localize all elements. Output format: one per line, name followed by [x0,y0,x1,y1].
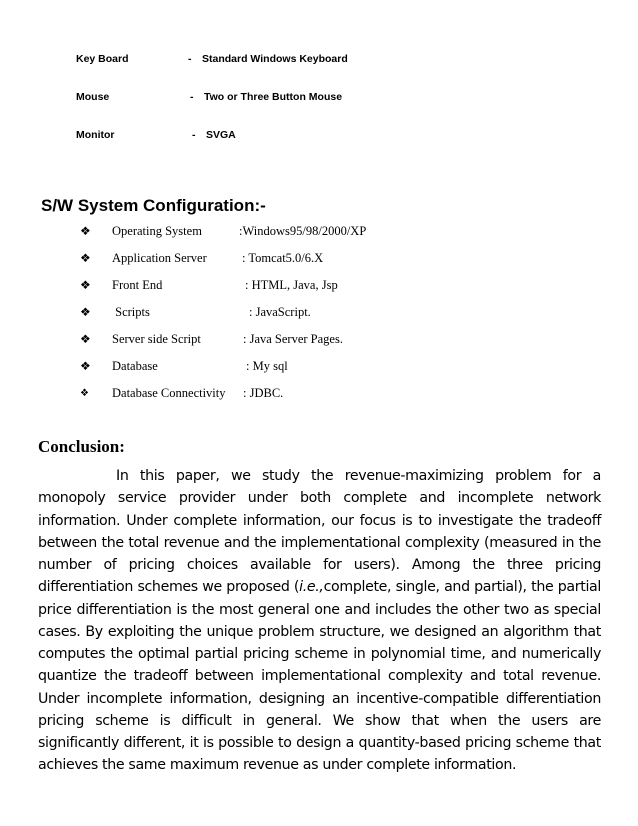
software-item-label: Server side Script [112,332,201,346]
diamond-bullet-icon: ❖ [80,305,91,319]
software-item-value: : JavaScript. [249,305,311,319]
diamond-bullet-icon: ❖ [80,332,91,346]
conclusion-heading: Conclusion: [38,437,125,456]
conclusion-text-part1: In this paper, we study the revenue-maximizing problem for a monopoly service provider under both complete and incomplete network information. Under complete information, our focus is to investigate the tradeoff between the total revenue and the implementational complexity (measured in the number of pricing choices available for users). Among the three pricing differentiation schemes we proposed ( [38,468,601,596]
hardware-row-mouse [0,91,638,105]
software-item-label: Scripts [112,305,150,319]
hardware-label: Key Board [76,53,129,65]
conclusion-ie: i.e., [299,579,324,596]
hardware-row-monitor [0,129,638,143]
software-item-front-end [0,278,638,294]
software-item-db-connectivity [0,386,638,402]
software-item-server-script [0,332,638,348]
hardware-dash: - [192,129,196,141]
diamond-bullet-icon: ❖ [80,359,91,373]
software-item-label: Front End [112,278,163,292]
conclusion-paragraph [38,465,601,777]
software-item-label: Database [112,359,158,373]
hardware-row-keyboard [0,53,638,67]
software-item-label: Operating System [112,224,202,238]
software-item-value: : Java Server Pages. [243,332,343,346]
hardware-value: Standard Windows Keyboard [202,53,348,65]
hardware-label: Monitor [76,129,115,141]
software-item-value: : My sql [246,359,288,373]
diamond-bullet-icon: ❖ [80,388,89,399]
diamond-bullet-icon: ❖ [80,224,91,238]
software-item-value: : JDBC. [243,386,284,400]
software-item-label: Application Server [112,251,207,265]
diamond-bullet-icon: ❖ [80,278,91,292]
software-item-value: : Tomcat5.0/6.X [242,251,324,265]
software-config-heading: S/W System Configuration:- [41,196,266,215]
software-item-label: Database Connectivity [112,386,226,400]
hardware-dash: - [188,53,192,65]
software-item-database [0,359,638,375]
conclusion-text-part2: complete, single, and partial), the partial price differentiation is the most general one and includes the other two as special cases. By exploiting the unique problem structure, we designed an algorithm that computes the optimal partial pricing scheme in polynomial time, and numerically quantize the tradeoff between implementational complexity and total revenue. Under incomplete information, designing an incentive-compatible differentiation pricing scheme is difficult in general. We show that when the users are significantly different, it is possible to design a quantity-based pricing scheme that achieves the same maximum revenue as under complete information. [38,579,601,774]
software-item-os [0,224,638,240]
hardware-value: Two or Three Button Mouse [204,91,343,103]
hardware-value: SVGA [206,129,236,141]
software-item-value: :Windows95/98/2000/XP [239,224,367,238]
software-item-scripts [0,305,638,321]
hardware-dash: - [190,91,194,103]
hardware-label: Mouse [76,91,110,103]
diamond-bullet-icon: ❖ [80,251,91,265]
software-item-value: : HTML, Java, Jsp [245,278,338,292]
software-item-app-server [0,251,638,267]
